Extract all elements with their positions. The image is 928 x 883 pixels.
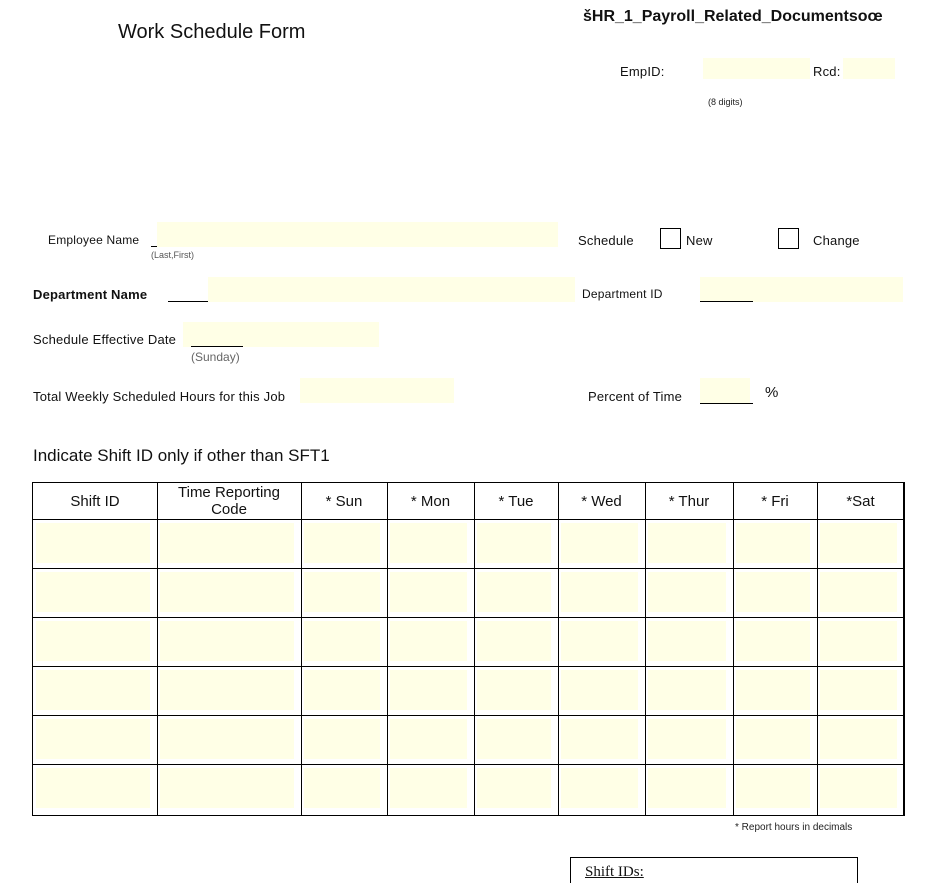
department-name-label: Department Name xyxy=(33,287,148,302)
report-footnote: * Report hours in decimals xyxy=(735,822,853,833)
table-input-cell[interactable] xyxy=(304,768,380,808)
table-input-cell[interactable] xyxy=(820,670,897,710)
department-id-label: Department ID xyxy=(582,287,663,301)
table-input-cell[interactable] xyxy=(736,572,810,612)
table-input-cell[interactable] xyxy=(736,719,810,759)
new-checkbox[interactable] xyxy=(660,228,681,249)
table-header-cell: * Tue xyxy=(498,492,534,510)
shift-schedule-table xyxy=(32,482,905,816)
table-input-cell[interactable] xyxy=(390,621,467,661)
table-input-cell[interactable] xyxy=(736,621,810,661)
table-input-cell[interactable] xyxy=(160,523,294,563)
table-header-cell: * Wed xyxy=(581,492,622,510)
table-input-cell[interactable] xyxy=(820,572,897,612)
table-input-cell[interactable] xyxy=(736,670,810,710)
table-column-divider xyxy=(474,483,475,815)
change-checkbox[interactable] xyxy=(778,228,799,249)
table-input-cell[interactable] xyxy=(648,768,726,808)
table-input-cell[interactable] xyxy=(648,670,726,710)
table-input-cell[interactable] xyxy=(561,523,638,563)
table-input-cell[interactable] xyxy=(304,719,380,759)
new-label: New xyxy=(686,233,713,248)
table-column-divider xyxy=(157,483,158,815)
percent-of-time-underline xyxy=(700,403,753,404)
table-input-cell[interactable] xyxy=(477,768,551,808)
rcd-label: Rcd: xyxy=(813,64,841,79)
table-input-cell[interactable] xyxy=(561,768,638,808)
table-header-cell: Shift ID xyxy=(70,492,120,510)
table-input-cell[interactable] xyxy=(561,719,638,759)
table-input-cell[interactable] xyxy=(160,621,294,661)
table-input-cell[interactable] xyxy=(477,719,551,759)
table-column-divider xyxy=(645,483,646,815)
department-name-field[interactable] xyxy=(208,277,575,302)
table-input-cell[interactable] xyxy=(477,572,551,612)
table-header-cell: * Thur xyxy=(668,492,710,510)
table-input-cell[interactable] xyxy=(561,572,638,612)
table-input-cell[interactable] xyxy=(36,670,150,710)
table-input-cell[interactable] xyxy=(304,621,380,661)
department-id-field[interactable] xyxy=(700,277,903,302)
empid-field[interactable] xyxy=(703,58,810,79)
table-input-cell[interactable] xyxy=(561,621,638,661)
department-id-underline xyxy=(700,301,753,302)
table-column-divider xyxy=(817,483,818,815)
weekly-hours-field[interactable] xyxy=(300,378,454,403)
effective-date-hint: (Sunday) xyxy=(191,350,240,364)
table-input-cell[interactable] xyxy=(561,670,638,710)
schedule-label: Schedule xyxy=(578,233,634,248)
employee-name-label: Employee Name xyxy=(48,233,140,247)
table-input-cell[interactable] xyxy=(648,719,726,759)
employee-name-field[interactable] xyxy=(157,222,558,247)
table-input-cell[interactable] xyxy=(390,572,467,612)
table-input-cell[interactable] xyxy=(304,670,380,710)
shift-ids-title: Shift IDs: xyxy=(585,864,644,880)
table-input-cell[interactable] xyxy=(736,523,810,563)
table-column-divider xyxy=(733,483,734,815)
shift-instruction: Indicate Shift ID only if other than SFT1 xyxy=(33,446,330,465)
table-row-divider xyxy=(33,715,903,716)
table-input-cell[interactable] xyxy=(648,621,726,661)
table-header-cell: Time Reporting Code xyxy=(178,484,280,518)
table-input-cell[interactable] xyxy=(820,621,897,661)
document-code: šHR_1_Payroll_Related_Documentsoœ xyxy=(583,8,883,25)
rcd-field[interactable] xyxy=(843,58,895,79)
table-input-cell[interactable] xyxy=(390,768,467,808)
table-input-cell[interactable] xyxy=(36,768,150,808)
table-row-divider xyxy=(33,617,903,618)
table-header-cell: *Sat xyxy=(846,492,875,510)
employee-name-hint: (Last,First) xyxy=(151,250,195,260)
effective-date-label: Schedule Effective Date xyxy=(33,332,177,347)
table-input-cell[interactable] xyxy=(304,523,380,563)
table-input-cell[interactable] xyxy=(736,768,810,808)
table-row-divider xyxy=(33,519,903,520)
table-input-cell[interactable] xyxy=(304,572,380,612)
table-column-divider xyxy=(387,483,388,815)
table-input-cell[interactable] xyxy=(820,523,897,563)
percent-sign: % xyxy=(765,384,779,401)
table-input-cell[interactable] xyxy=(36,572,150,612)
weekly-hours-label: Total Weekly Scheduled Hours for this Job xyxy=(33,389,286,404)
table-input-cell[interactable] xyxy=(820,719,897,759)
table-input-cell[interactable] xyxy=(648,572,726,612)
change-label: Change xyxy=(813,233,860,248)
table-input-cell[interactable] xyxy=(648,523,726,563)
table-header-cell: * Mon xyxy=(410,492,451,510)
effective-date-underline xyxy=(191,346,243,347)
table-input-cell[interactable] xyxy=(820,768,897,808)
table-input-cell[interactable] xyxy=(390,670,467,710)
table-input-cell[interactable] xyxy=(390,719,467,759)
table-column-divider xyxy=(558,483,559,815)
table-input-cell[interactable] xyxy=(36,523,150,563)
table-input-cell[interactable] xyxy=(160,768,294,808)
form-title: Work Schedule Form xyxy=(118,21,306,43)
table-header-cell: * Sun xyxy=(325,492,363,510)
table-row-divider xyxy=(33,666,903,667)
shift-ids-box xyxy=(570,857,858,883)
table-input-cell[interactable] xyxy=(160,572,294,612)
table-input-cell[interactable] xyxy=(390,523,467,563)
table-column-divider xyxy=(301,483,302,815)
empid-hint: (8 digits) xyxy=(708,97,743,107)
table-input-cell[interactable] xyxy=(36,621,150,661)
table-header-cell: * Fri xyxy=(761,492,789,510)
effective-date-field[interactable] xyxy=(183,322,379,347)
table-input-cell[interactable] xyxy=(160,670,294,710)
table-input-cell[interactable] xyxy=(160,719,294,759)
table-input-cell[interactable] xyxy=(36,719,150,759)
table-row-divider xyxy=(33,764,903,765)
percent-of-time-field[interactable] xyxy=(700,378,750,403)
table-input-cell[interactable] xyxy=(477,523,551,563)
table-input-cell[interactable] xyxy=(477,621,551,661)
table-input-cell[interactable] xyxy=(477,670,551,710)
percent-of-time-label: Percent of Time xyxy=(588,389,683,404)
empid-label: EmpID: xyxy=(620,64,665,79)
table-row-divider xyxy=(33,568,903,569)
